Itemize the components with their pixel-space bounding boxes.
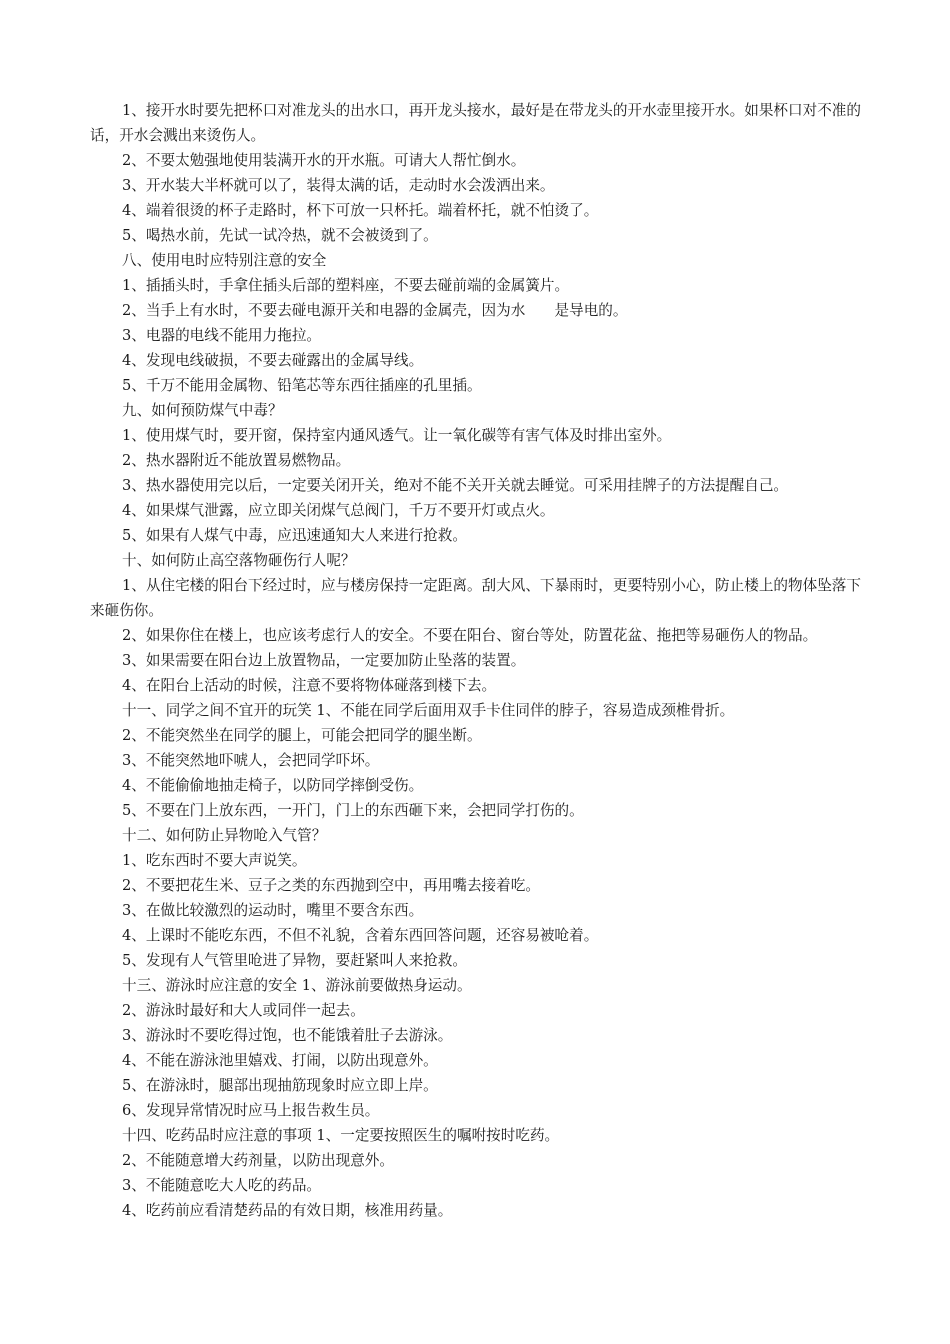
paragraph: 十四、吃药品时应注意的事项 1、一定要按照医生的嘱咐按时吃药。: [122, 1127, 560, 1144]
paragraph: 3、如果需要在阳台边上放置物品，一定要加防止坠落的装置。: [122, 652, 526, 669]
paragraph: 5、发现有人气管里呛进了异物，要赶紧叫人来抢救。: [122, 952, 467, 969]
paragraph: 3、在做比较激烈的运动时，嘴里不要含东西。: [122, 902, 424, 919]
paragraph: 十、如何防止高空落物砸伤行人呢？: [122, 552, 356, 569]
paragraph: 5、千万不能用金属物、铅笔芯等东西往插座的孔里插。: [122, 377, 482, 394]
paragraph: 2、不要把花生米、豆子之类的东西抛到空中，再用嘴去接着吃。: [122, 877, 540, 894]
paragraph: 4、不能在游泳池里嬉戏、打闹，以防出现意外。: [122, 1052, 438, 1069]
paragraph: 4、上课时不能吃东西，不但不礼貌，含着东西回答问题，还容易被呛着。: [122, 927, 599, 944]
paragraph: 6、发现异常情况时应马上报告救生员。: [122, 1102, 380, 1119]
paragraph: 2、当手上有水时，不要去碰电源开关和电器的金属壳，因为水 是导电的。: [122, 302, 628, 319]
paragraph: 1、吃东西时不要大声说笑。: [122, 852, 307, 869]
paragraph: 十二、如何防止异物呛入气管？: [122, 827, 327, 844]
paragraph: 十一、同学之间不宜开的玩笑 1、不能在同学后面用双手卡住同伴的脖子，容易造成颈椎骨折。: [122, 702, 735, 719]
paragraph: 5、在游泳时，腿部出现抽筋现象时应立即上岸。: [122, 1077, 438, 1094]
paragraph: 2、游泳时最好和大人或同伴一起去。: [122, 1002, 365, 1019]
paragraph: 3、不能随意吃大人吃的药品。: [122, 1177, 322, 1194]
paragraph: 4、发现电线破损，不要去碰露出的金属导线。: [122, 352, 424, 369]
paragraph: 1、接开水时要先把杯口对准龙头的出水口，再开龙头接水，最好是在带龙头的开水壶里接开水。如果杯口对不准的话，开水会溅出来烫伤人。: [90, 102, 861, 144]
paragraph: 5、不要在门上放东西，一开门，门上的东西砸下来，会把同学打伤的。: [122, 802, 584, 819]
paragraph: 1、使用煤气时，要开窗，保持室内通风透气。让一氧化碳等有害气体及时排出室外。: [122, 427, 672, 444]
paragraph: 2、不要太勉强地使用装满开水的开水瓶。可请大人帮忙倒水。: [122, 152, 526, 169]
document-body: [90, 98, 870, 1223]
paragraph: 5、喝热水前，先试一试冷热，就不会被烫到了。: [122, 227, 438, 244]
paragraph: 3、开水装大半杯就可以了，装得太满的话，走动时水会泼洒出来。: [122, 177, 555, 194]
paragraph: 3、热水器使用完以后，一定要关闭开关，绝对不能不关开关就去睡觉。可采用挂牌子的方法提醒自己。: [122, 477, 789, 494]
paragraph: 4、在阳台上活动的时候，注意不要将物体碰落到楼下去。: [122, 677, 497, 694]
paragraph: 1、插插头时，手拿住插头后部的塑料座，不要去碰前端的金属簧片。: [122, 277, 570, 294]
paragraph: 2、热水器附近不能放置易燃物品。: [122, 452, 351, 469]
paragraph: 2、不能突然坐在同学的腿上，可能会把同学的腿坐断。: [122, 727, 482, 744]
paragraph: 3、游泳时不要吃得过饱，也不能饿着肚子去游泳。: [122, 1027, 453, 1044]
paragraph: 1、从住宅楼的阳台下经过时，应与楼房保持一定距离。刮大风、下暴雨时，更要特别小心，防止楼上的物体坠落下来砸伤你。: [90, 577, 861, 619]
paragraph: 3、不能突然地吓唬人，会把同学吓坏。: [122, 752, 380, 769]
paragraph: 2、如果你住在楼上，也应该考虑行人的安全。不要在阳台、窗台等处，防置花盆、拖把等易砸伤人的物品。: [122, 627, 818, 644]
paragraph: 十三、游泳时应注意的安全 1、游泳前要做热身运动。: [122, 977, 472, 994]
paragraph: 5、如果有人煤气中毒，应迅速通知大人来进行抢救。: [122, 527, 467, 544]
paragraph: 九、如何预防煤气中毒？: [122, 402, 283, 419]
paragraph: 4、不能偷偷地抽走椅子，以防同学摔倒受伤。: [122, 777, 424, 794]
paragraph: 4、端着很烫的杯子走路时，杯下可放一只杯托。端着杯托，就不怕烫了。: [122, 202, 599, 219]
paragraph: 八、使用电时应特别注意的安全: [122, 252, 327, 269]
paragraph: 2、不能随意增大药剂量，以防出现意外。: [122, 1152, 394, 1169]
paragraph: 3、电器的电线不能用力拖拉。: [122, 327, 322, 344]
paragraph: 4、如果煤气泄露，应立即关闭煤气总阀门，千万不要开灯或点火。: [122, 502, 555, 519]
paragraph: 4、吃药前应看清楚药品的有效日期，核准用药量。: [122, 1202, 453, 1219]
